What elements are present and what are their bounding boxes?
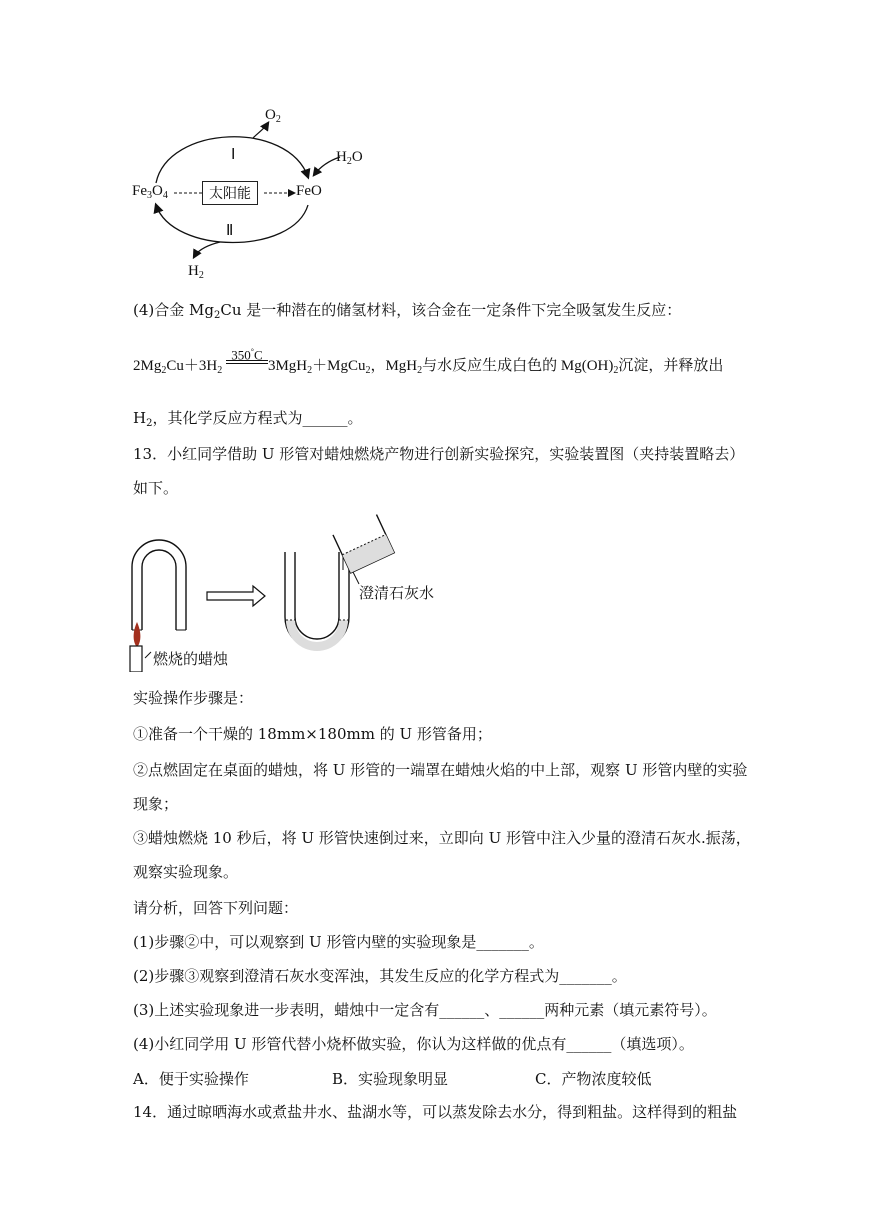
- reaction-condition: 350°C: [226, 356, 268, 376]
- process-arrow: [207, 586, 265, 606]
- q12-4-equation: $2Mg_2Cu+3H_2$ 350°C 3MgH$_2$＋MgCu$_2$，MgH$_2$与水反应生成白色的 $Mg(OH)_2$沉淀，并释放出: [133, 347, 724, 376]
- steps-title: 实验操作步骤是：: [133, 689, 254, 707]
- o2-label: $O_2$: [265, 107, 281, 125]
- q13-stem-line2: 如下。: [133, 479, 179, 497]
- tilted-beaker: [333, 515, 394, 573]
- solar-energy-box: 太阳能: [202, 181, 258, 205]
- h2-label: $H_2$: [188, 263, 204, 281]
- step1: ①准备一个干燥的 18mm×180mm 的 U 形管备用；: [133, 725, 492, 743]
- u-tube-apparatus-figure: [125, 512, 445, 672]
- option-b: B．实验现象明显: [332, 1070, 449, 1088]
- step2-line1: ②点燃固定在桌面的蜡烛，将 U 形管的一端罩在蜡烛火焰的中上部，观察 U 形管内壁的实验: [133, 761, 748, 779]
- sub-question-2: (2)步骤③观察到澄清石灰水变浑浊，其发生反应的化学方程式为_______。: [133, 967, 627, 985]
- candle: [130, 646, 142, 672]
- step2-label: Ⅱ: [226, 223, 234, 239]
- step2-line2: 现象；: [133, 795, 179, 813]
- burning-candle-label: 燃烧的蜡烛: [153, 650, 229, 668]
- sub-question-1: (1)步骤②中，可以观察到 U 形管内壁的实验现象是_______。: [133, 933, 544, 951]
- step3-line1: ③蜡烛燃烧 10 秒后，将 U 形管快速倒过来，立即向 U 形管中注入少量的澄清石灰水.振荡，: [133, 829, 751, 847]
- q13-stem-line1: 13．小红同学借助 U 形管对蜡烛燃烧产物进行创新实验探究，实验装置图（夹持装置略去）: [133, 445, 745, 463]
- q12-4-intro: (4)合金 $Mg_2Cu$ 是一种潜在的储氢材料，该合金在一定条件下完全吸氢发生反应：: [133, 301, 682, 321]
- feo-label: FeO: [296, 183, 322, 199]
- limewater-label: 澄清石灰水: [359, 584, 435, 602]
- answer-blank[interactable]: ______: [302, 409, 348, 427]
- q14-stem-line1: 14．通过晾晒海水或煮盐井水、盐湖水等，可以蒸发除去水分，得到粗盐。这样得到的粗盐: [133, 1103, 738, 1121]
- sub-question-4: (4)小红同学用 U 形管代替小烧杯做实验，你认为这样做的优点有______（填选项）。: [133, 1035, 694, 1053]
- fe3o4-label: $Fe_3O_4$: [132, 183, 168, 201]
- option-a: A．便于实验操作: [133, 1070, 249, 1088]
- candle-flame: [134, 622, 141, 647]
- inverted-u-tube: [132, 540, 186, 630]
- fe-oxide-cycle-diagram: [128, 105, 368, 285]
- step3-line2: 观察实验现象。: [133, 863, 239, 881]
- h2-release-arrow: [194, 242, 220, 257]
- q12-4-answer-line: $H_2$，其化学反应方程式为______。: [133, 409, 363, 429]
- analysis-prompt: 请分析，回答下列问题：: [133, 899, 299, 917]
- h2o-label: $H_2O$: [336, 149, 363, 167]
- o2-release-arrow: [253, 123, 268, 138]
- step1-label: Ⅰ: [231, 147, 236, 163]
- sub-question-3: (3)上述实验现象进一步表明，蜡烛中一定含有______、______两种元素（填元素符号）。: [133, 1001, 717, 1019]
- limewater-in-u-tube: [286, 620, 348, 651]
- option-c: C．产物浓度较低: [535, 1070, 652, 1088]
